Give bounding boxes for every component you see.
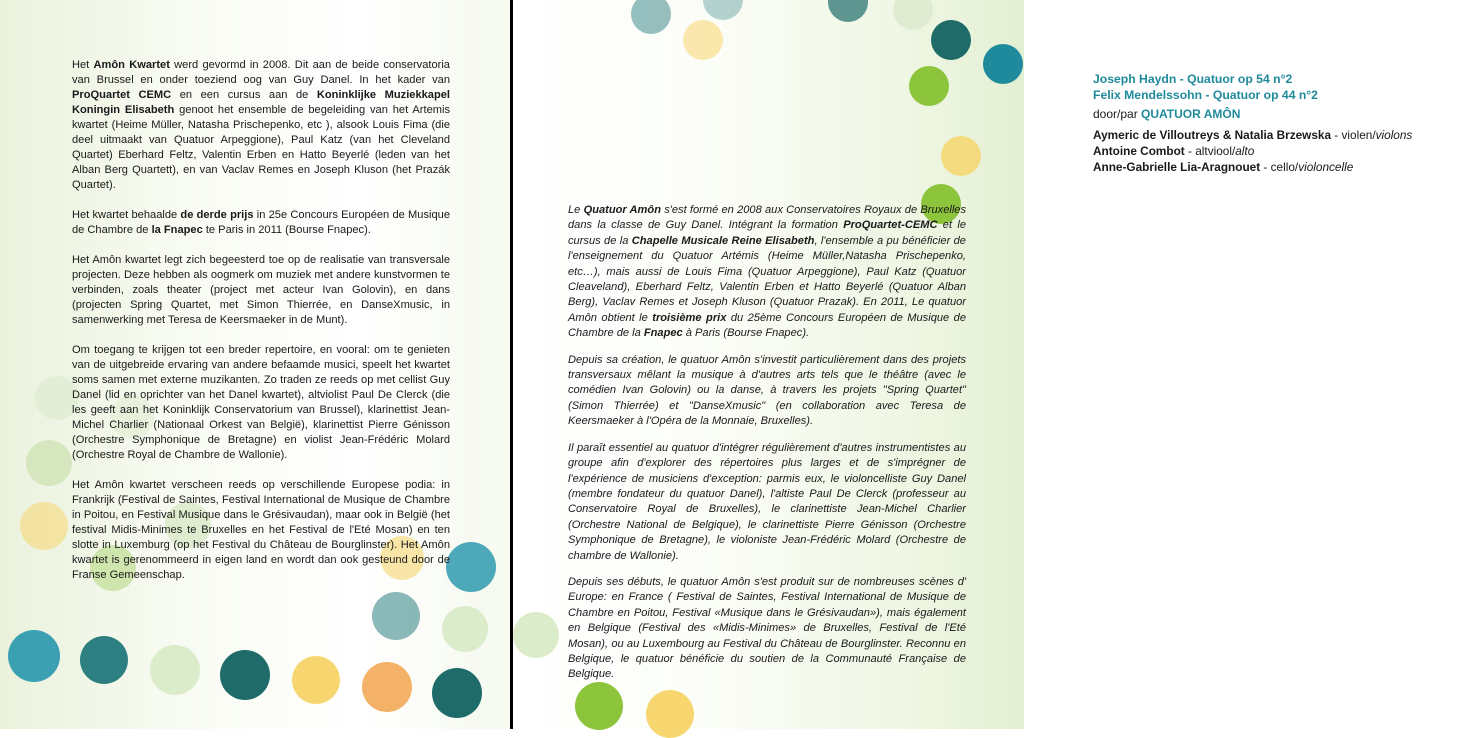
decor-dot bbox=[941, 136, 981, 176]
text-run: , l'ensemble a pu bénéficier de l'enseignement du Quatuor Artémis (Heime Müller,Natasha Prischepenko, etc…), mais aussi de Louis Fima (Quatuor Arpeggione), Paul Katz (Quatuor Cleaveland), Eberhard Feltz, Valentin Erben et Hatto Beyerlé (Quatuor Alban Berg), Vaclav Remes et Joseph Kluson (Quatuor Prazak). En 2011, Le quatuor Amôn obtient le bbox=[568, 234, 966, 324]
text-run-bold: troisième prix bbox=[652, 311, 727, 324]
performer-prefix: door/par bbox=[1093, 107, 1142, 121]
decor-dot bbox=[931, 20, 971, 60]
right-page-text bbox=[568, 203, 966, 694]
text-run: te Paris in 2011 (Bourse Fnapec). bbox=[202, 224, 371, 236]
text-run-bold: Fnapec bbox=[643, 327, 683, 340]
text-run: genoot het ensemble de begeleiding van het Artemis kwartet (Heime Müller, Natasha Prischepenko, etc ), alsook Louis Fima (die deel uitmaakt van Quatuor Arpeggione), Paul Katz (van het Cleveland Quartet) Eberhard Feltz, Valentin Erben en Hatto Beyerlé (leden van het Alban Berg Quartett), en van Vaclav Remes en Joseph Kluson (het Prazák Quartet). bbox=[72, 104, 450, 191]
left-page bbox=[0, 0, 510, 729]
text-run-bold: Chapelle Musicale Reine Elisabeth bbox=[631, 234, 815, 247]
musician-instrument-nl: - altviool/ bbox=[1184, 144, 1236, 158]
musician-instrument-fr: violons bbox=[1375, 128, 1413, 142]
musician-name: Aymeric de Villoutreys & Natalia Brzewska bbox=[1093, 128, 1332, 142]
musician-cello bbox=[1093, 159, 1465, 175]
left-paragraph-1 bbox=[72, 58, 450, 193]
text-run: en een cursus aan de bbox=[171, 89, 317, 101]
quartet-name: QUATUOR AMÔN bbox=[1141, 107, 1241, 121]
left-paragraph-5: Het Amôn kwartet verscheen reeds op verschillende Europese podia: in Frankrijk (Festival de Saintes, Festival International de Musique de Chambre in Poitou, en Festival Musique dans le Grésivaudan), maar ook in België (het festival Midis-Minimes te Bruxelles en het Festival de l'Eté Mosan) en ten slotte in Luxemburg (op het Festival du Château de Bourglinster). Het Amôn kwartet is gerenommeerd in eigen land en wordt dan ook gesteund door de Franse Gemeenschap. bbox=[72, 479, 450, 581]
musician-instrument-fr: violoncelle bbox=[1298, 160, 1354, 174]
program-line-haydn: Joseph Haydn - Quatuor op 54 n°2 bbox=[1093, 72, 1293, 86]
decor-dot bbox=[828, 0, 868, 22]
text-run: du 25ème Concours Européen de Musique de Chambre de la bbox=[568, 311, 966, 340]
text-run-bold: ProQuartet CEMC bbox=[72, 89, 172, 101]
decor-dot bbox=[446, 542, 496, 592]
right-paragraph-4: Depuis ses débuts, le quatuor Amôn s'est produit sur de nombreuses scènes d' Europe: en France ( Festival de Saintes, Festival International de Musique de Chambre en Poitou, Festival «Musique dans le Grésivaudan»), mais également en Belgique (Festival des «Midis-Minimes» de Bruxelles, Festival de l'Eté Mosan), ou au Luxembourg au Festival du Château de Bourglinster. Reconnu en Belgique, le quatuor bénéficie du soutien de la Communauté Française de Belgique. bbox=[568, 575, 966, 681]
text-run-bold: Koninklijke Muziekkapel Koningin Elisabeth bbox=[72, 89, 450, 116]
left-paragraph-4: Om toegang te krijgen tot een breder repertoire, en vooral: om te genieten van de uitgebreide ervaring van andere befaamde musici, speelt het kwartet soms samen met externe muzikanten. Zo traden ze reeds op met cellist Guy Danel (lid en oprichter van het Danel kwartet), altviolist Paul De Clerck (die les geeft aan het Koninklijk Conservatorium van Brussel), klarinettist Jean-Michel Charlier (Nationaal Orkest van België), klarinettist Pierre Génisson (Orchestre Symphonique de Bretagne) en violist Jean-Frédéric Molard (Orchestre Royal de Chambre de Wallonie). bbox=[72, 344, 450, 461]
decor-dot bbox=[362, 662, 412, 712]
musician-name: Anne-Gabrielle Lia-Aragnouet bbox=[1093, 160, 1261, 174]
musician-instrument-nl: - cello/ bbox=[1260, 160, 1299, 174]
text-run: et le cursus de la bbox=[568, 219, 966, 247]
decor-dot bbox=[80, 636, 128, 684]
musician-instrument-nl: - violen/ bbox=[1331, 128, 1376, 142]
decor-dot bbox=[220, 650, 270, 700]
text-run: Het bbox=[72, 59, 94, 71]
decor-dot bbox=[513, 612, 559, 658]
musicians-list bbox=[1093, 127, 1465, 175]
performer-line bbox=[1093, 106, 1465, 122]
musician-viola bbox=[1093, 143, 1465, 159]
concert-program-box bbox=[1079, 56, 1479, 192]
text-run: s'est formé en 2008 aux Conservatoires Royaux de Bruxelles dans la classe de Guy Danel. Intégrant la formation bbox=[568, 204, 967, 232]
text-run: Le bbox=[568, 204, 584, 216]
decor-dot bbox=[432, 668, 482, 718]
left-paragraph-3: Het Amôn kwartet legt zich begeesterd toe op de realisatie van transversale projecten. Deze hebben als oogmerk om muziek met andere kunstvormen te verbinden, zoals theater (project met acteur Ivan Golovin), en dans (projecten Spring Quartet, met Simon Thierrée, en DanseXmusic, in samenwerking met Teresa de Keersmaeker in de Munt). bbox=[72, 254, 450, 326]
left-paragraph-2 bbox=[72, 208, 450, 238]
text-run: werd gevormd in 2008. Dit aan de beide conservatoria van Brussel en onder toeziend oog van Guy Danel. In het kader van bbox=[72, 59, 450, 86]
musician-name: Antoine Combot bbox=[1093, 144, 1185, 158]
text-run-bold: de derde prijs bbox=[180, 209, 254, 221]
program-line-mendelssohn: Felix Mendelssohn - Quatuor op 44 n°2 bbox=[1093, 88, 1318, 102]
decor-dot bbox=[983, 44, 1023, 84]
right-paragraph-2: Depuis sa création, le quatuor Amôn s'investit particulièrement dans des projets transversaux mêlant la musique à d'autres arts tels que le théâtre (avec le comédien Ivan Golovin) ou la danse, à travers les projets "Spring Quartet" (Simon Thierrée) et "DanseXmusic" (en collaboration avec Teresa de Keersmaeker à l'Opéra de la Monnaie, Bruxelles). bbox=[568, 353, 966, 428]
musician-violins bbox=[1093, 127, 1465, 143]
decor-dot bbox=[683, 20, 723, 60]
decor-dot bbox=[909, 66, 949, 106]
decor-dot bbox=[703, 0, 743, 20]
text-run-bold: ProQuartet-CEMC bbox=[843, 219, 938, 232]
text-run-bold: Amôn Kwartet bbox=[93, 59, 170, 71]
decor-dot bbox=[893, 0, 933, 30]
right-paragraph-3: Il paraît essentiel au quatuor d'intégrer régulièrement d'autres instrumentistes au groupe afin d'explorer des répertoires plus larges et de s'imprégner de l'expérience de musiciens d'exception: parmis eux, le violoncelliste Guy Danel (membre fondateur du quatuor Danel), l'altiste Paul De Clerck (professeur au Conservatoire Royal de Bruxelles), le clarinettiste Jean-Michel Charlier (Orchestre National de Belgique), le clarinettiste Pierre Génisson (Orchestre Symphonique de Bretagne), le violoniste Jean-Frédéric Molard (Orchestre de chambre de Wallonie). bbox=[568, 441, 966, 562]
text-run: à Paris (Bourse Fnapec). bbox=[682, 327, 810, 340]
decor-dot bbox=[646, 690, 694, 738]
text-run: in 25e Concours Européen de Musique de Chambre de bbox=[72, 209, 450, 236]
right-paragraph-1 bbox=[568, 203, 966, 342]
decor-dot bbox=[8, 630, 60, 682]
decor-dot bbox=[20, 502, 68, 550]
decor-dot bbox=[292, 656, 340, 704]
text-run: Het kwartet behaalde bbox=[72, 209, 181, 221]
text-run-bold: Quatuor Amôn bbox=[583, 204, 661, 216]
musician-instrument-fr: alto bbox=[1235, 144, 1255, 158]
decor-dot bbox=[26, 440, 72, 486]
text-run-bold: la Fnapec bbox=[151, 224, 203, 236]
decor-dot bbox=[442, 606, 488, 652]
decor-dot bbox=[372, 592, 420, 640]
decor-dot bbox=[631, 0, 671, 34]
left-page-text bbox=[72, 58, 450, 598]
decor-dot bbox=[150, 645, 200, 695]
